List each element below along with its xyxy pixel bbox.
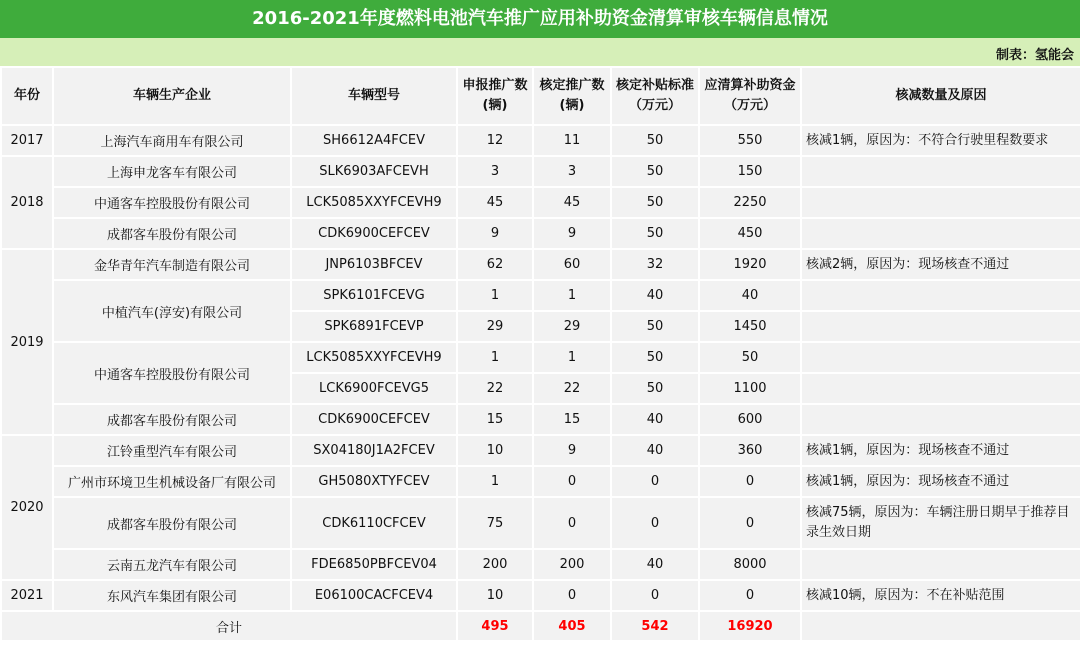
cell-funds: 450	[699, 218, 801, 249]
cell-approved: 1	[533, 280, 611, 311]
table-row	[1, 580, 1080, 611]
cell-declared: 62	[457, 249, 533, 280]
cell-standard: 40	[611, 404, 699, 435]
cell-funds: 8000	[699, 549, 801, 580]
subsidy-table	[0, 66, 1080, 642]
cell-declared: 1	[457, 280, 533, 311]
cell-company: 金华青年汽车制造有限公司	[53, 249, 291, 280]
cell-model: CDK6900CEFCEV	[291, 218, 457, 249]
cell-approved: 3	[533, 156, 611, 187]
cell-declared: 3	[457, 156, 533, 187]
cell-approved: 0	[533, 497, 611, 549]
cell-standard: 50	[611, 311, 699, 342]
table-row	[1, 342, 1080, 373]
cell-approved: 0	[533, 466, 611, 497]
cell-reason: 核减1辆，原因为：现场核查不通过	[801, 466, 1080, 497]
cell-standard: 40	[611, 549, 699, 580]
cell-declared: 10	[457, 435, 533, 466]
cell-company: 中通客车控股股份有限公司	[53, 342, 291, 404]
total-row	[1, 611, 1080, 641]
cell-company: 东风汽车集团有限公司	[53, 580, 291, 611]
cell-standard: 0	[611, 466, 699, 497]
cell-declared: 29	[457, 311, 533, 342]
cell-model: SPK6101FCEVG	[291, 280, 457, 311]
table-row	[1, 156, 1080, 187]
cell-company: 云南五龙汽车有限公司	[53, 549, 291, 580]
cell-year: 2020	[1, 435, 53, 580]
total-funds: 16920	[699, 611, 801, 641]
cell-funds: 50	[699, 342, 801, 373]
cell-funds: 150	[699, 156, 801, 187]
table-row	[1, 218, 1080, 249]
cell-year: 2019	[1, 249, 53, 435]
cell-funds: 40	[699, 280, 801, 311]
cell-funds: 0	[699, 466, 801, 497]
cell-reason: 核减10辆，原因为：不在补贴范围	[801, 580, 1080, 611]
cell-model: SLK6903AFCEVH	[291, 156, 457, 187]
cell-model: GH5080XTYFCEV	[291, 466, 457, 497]
table-row	[1, 125, 1080, 156]
cell-declared: 15	[457, 404, 533, 435]
total-approved: 405	[533, 611, 611, 641]
cell-declared: 200	[457, 549, 533, 580]
cell-reason: 核减75辆，原因为：车辆注册日期早于推荐目录生效日期	[801, 497, 1080, 549]
cell-funds: 600	[699, 404, 801, 435]
cell-model: SX04180J1A2FCEV	[291, 435, 457, 466]
cell-approved: 15	[533, 404, 611, 435]
cell-year: 2018	[1, 156, 53, 249]
cell-standard: 32	[611, 249, 699, 280]
cell-company: 江铃重型汽车有限公司	[53, 435, 291, 466]
cell-model: JNP6103BFCEV	[291, 249, 457, 280]
cell-company: 广州市环境卫生机械设备厂有限公司	[53, 466, 291, 497]
table-row	[1, 404, 1080, 435]
cell-reason: 核减2辆，原因为：现场核查不通过	[801, 249, 1080, 280]
cell-approved: 11	[533, 125, 611, 156]
cell-approved: 60	[533, 249, 611, 280]
header-approved: 核定推广数(辆)	[533, 67, 611, 125]
cell-reason	[801, 404, 1080, 435]
cell-declared: 22	[457, 373, 533, 404]
cell-company: 上海申龙客车有限公司	[53, 156, 291, 187]
header-year: 年份	[1, 67, 53, 125]
cell-company: 中植汽车(淳安)有限公司	[53, 280, 291, 342]
cell-approved: 22	[533, 373, 611, 404]
cell-funds: 2250	[699, 187, 801, 218]
cell-funds: 550	[699, 125, 801, 156]
cell-reason: 核减1辆，原因为：现场核查不通过	[801, 435, 1080, 466]
cell-model: LCK5085XXYFCEVH9	[291, 342, 457, 373]
cell-standard: 50	[611, 156, 699, 187]
cell-model: CDK6900CEFCEV	[291, 404, 457, 435]
cell-model: LCK5085XXYFCEVH9	[291, 187, 457, 218]
cell-approved: 45	[533, 187, 611, 218]
cell-reason	[801, 280, 1080, 311]
table-row	[1, 466, 1080, 497]
table-row	[1, 549, 1080, 580]
cell-model: CDK6110CFCEV	[291, 497, 457, 549]
cell-funds: 360	[699, 435, 801, 466]
cell-model: SPK6891FCEVP	[291, 311, 457, 342]
cell-funds: 0	[699, 497, 801, 549]
cell-approved: 9	[533, 435, 611, 466]
table-row	[1, 280, 1080, 311]
cell-standard: 0	[611, 497, 699, 549]
cell-company: 中通客车控股股份有限公司	[53, 187, 291, 218]
cell-standard: 50	[611, 187, 699, 218]
cell-declared: 1	[457, 342, 533, 373]
cell-model: E06100CACFCEV4	[291, 580, 457, 611]
cell-company: 成都客车股份有限公司	[53, 218, 291, 249]
cell-funds: 1100	[699, 373, 801, 404]
cell-company: 成都客车股份有限公司	[53, 404, 291, 435]
cell-approved: 0	[533, 580, 611, 611]
cell-company: 成都客车股份有限公司	[53, 497, 291, 549]
header-funds: 应清算补助资金（万元）	[699, 67, 801, 125]
total-reason	[801, 611, 1080, 641]
cell-reason	[801, 187, 1080, 218]
cell-reason	[801, 373, 1080, 404]
cell-standard: 50	[611, 373, 699, 404]
cell-year: 2017	[1, 125, 53, 156]
cell-declared: 9	[457, 218, 533, 249]
cell-approved: 9	[533, 218, 611, 249]
table-row	[1, 497, 1080, 549]
cell-declared: 10	[457, 580, 533, 611]
cell-declared: 1	[457, 466, 533, 497]
cell-standard: 50	[611, 125, 699, 156]
cell-standard: 50	[611, 218, 699, 249]
header-model: 车辆型号	[291, 67, 457, 125]
table-title: 2016-2021年度燃料电池汽车推广应用补助资金清算审核车辆信息情况	[0, 0, 1080, 38]
cell-company: 上海汽车商用车有限公司	[53, 125, 291, 156]
total-declared: 495	[457, 611, 533, 641]
cell-declared: 75	[457, 497, 533, 549]
cell-reason	[801, 342, 1080, 373]
cell-standard: 40	[611, 435, 699, 466]
cell-model: LCK6900FCEVG5	[291, 373, 457, 404]
cell-reason: 核减1辆，原因为：不符合行驶里程数要求	[801, 125, 1080, 156]
cell-standard: 0	[611, 580, 699, 611]
cell-year: 2021	[1, 580, 53, 611]
cell-standard: 50	[611, 342, 699, 373]
cell-model: SH6612A4FCEV	[291, 125, 457, 156]
header-reason: 核减数量及原因	[801, 67, 1080, 125]
table-row	[1, 249, 1080, 280]
header-standard: 核定补贴标准（万元）	[611, 67, 699, 125]
cell-reason	[801, 218, 1080, 249]
cell-approved: 29	[533, 311, 611, 342]
cell-funds: 1450	[699, 311, 801, 342]
table-row	[1, 187, 1080, 218]
maker-bar	[0, 38, 1080, 66]
total-label: 合计	[1, 611, 457, 641]
header-company: 车辆生产企业	[53, 67, 291, 125]
cell-reason	[801, 156, 1080, 187]
cell-approved: 200	[533, 549, 611, 580]
cell-reason	[801, 311, 1080, 342]
cell-reason	[801, 549, 1080, 580]
cell-funds: 1920	[699, 249, 801, 280]
cell-model: FDE6850PBFCEV04	[291, 549, 457, 580]
maker-label: 制表：氢能会	[995, 48, 1074, 63]
cell-standard: 40	[611, 280, 699, 311]
header-row	[1, 67, 1080, 125]
header-declared: 申报推广数(辆)	[457, 67, 533, 125]
cell-declared: 12	[457, 125, 533, 156]
table-row	[1, 435, 1080, 466]
cell-approved: 1	[533, 342, 611, 373]
cell-funds: 0	[699, 580, 801, 611]
cell-declared: 45	[457, 187, 533, 218]
total-standard: 542	[611, 611, 699, 641]
